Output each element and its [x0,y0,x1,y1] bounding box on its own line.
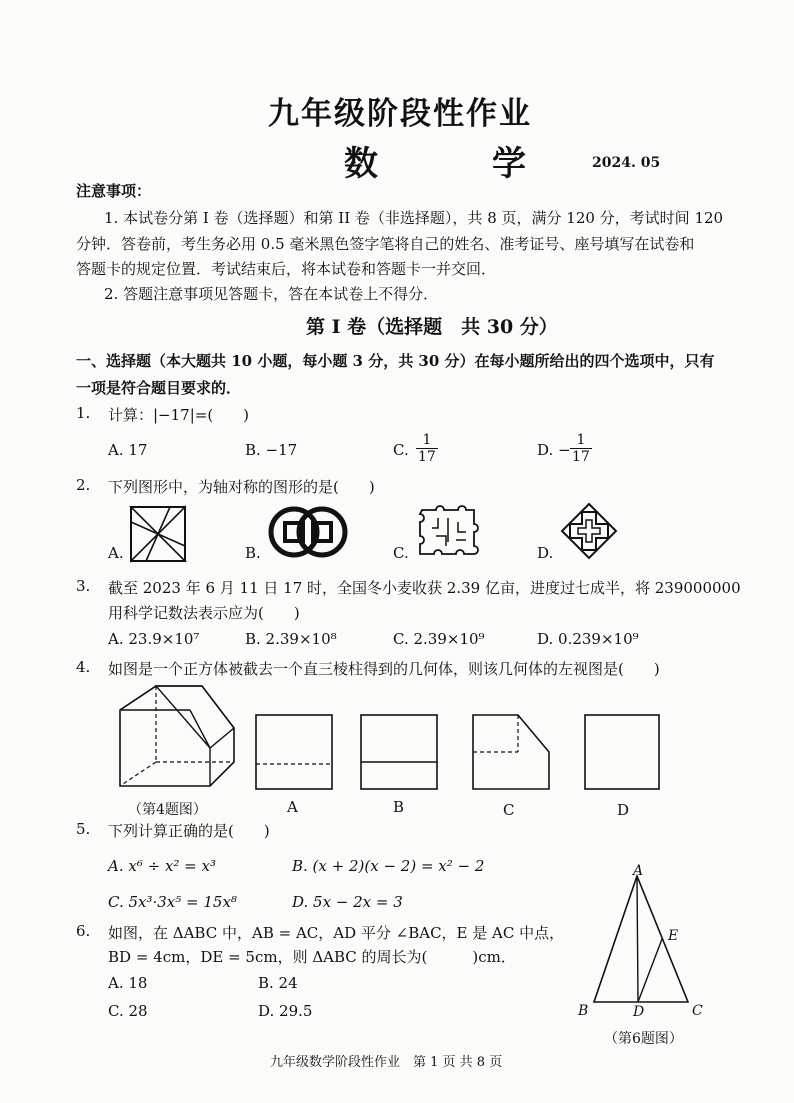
q6-label-e: E [668,928,679,944]
q5-stem: 下列计算正确的是( ) [108,822,270,840]
section-intro-line2: 一项是符合题目要求的． [76,379,242,397]
q3-option-b: B. 2.39×10⁸ [245,630,337,648]
q3-number: 3. [76,577,91,595]
q1-d-numerator: 1 [570,432,592,449]
subject-title: 数 学 [344,144,566,184]
q4-option-a-view [255,714,333,790]
q2-figure-a-pinwheel-square [130,506,186,562]
q3-option-d: D. 0.239×10⁹ [537,630,639,648]
q4-stem: 如图是一个正方体被截去一个直三棱柱得到的几何体，则该几何体的左视图是( ) [108,660,660,678]
q2-option-c: C. [393,544,409,562]
q4-option-b-label: B [393,798,405,816]
exam-date: 2024. 05 [592,155,661,171]
q5-number: 5. [76,820,91,838]
q2-option-a: A. [108,544,124,562]
q1-option-b: B. −17 [245,441,298,459]
q4-option-a-label: A [287,798,298,816]
q1-number: 1. [76,404,91,422]
q4-option-c-label: C [503,801,515,819]
section-intro-line1: 一、选择题（本大题共 10 小题，每小题 3 分，共 30 分）在每小题所给出的四个选项中，只有 [76,352,715,370]
q5-option-b: B. (x + 2)(x − 2) = x² − 2 [292,857,485,875]
q2-option-b: B. [245,544,261,562]
q2-number: 2. [76,476,91,494]
section-title: 第 I 卷（选择题 共 30 分） [306,316,558,338]
q6-line1: 如图，在 ΔABC 中，AB = AC，AD 平分 ∠BAC，E 是 AC 中点， [108,924,565,942]
q6-number: 6. [76,922,91,940]
page-title: 九年级阶段性作业 [268,96,532,132]
q1-c-denominator: 17 [418,449,436,465]
q1-option-c-label: C. [393,441,409,459]
q5-option-c: C. 5x³·3x⁵ = 15x⁸ [108,893,237,911]
q6-label-b: B [578,1003,589,1019]
q4-caption: （第4题图） [128,802,207,818]
q4-option-d-label: D [617,801,630,819]
q2-figure-d-cross-ornament [560,502,618,560]
q2-stem: 下列图形中，为轴对称的图形的是( ) [108,478,375,496]
q3-option-c: C. 2.39×10⁹ [393,630,485,648]
q1-option-d-fraction [570,432,592,465]
notes-item1-line1: 1. 本试卷分第 I 卷（选择题）和第 II 卷（非选择题），共 8 页，满分 120 分，考试时间 120 [104,209,724,227]
notes-heading: 注意事项： [76,182,152,200]
notes-item2: 2. 答题注意事项见答题卡，答在本试卷上不得分． [104,285,439,303]
q4-figure-truncated-cube [118,678,236,790]
q6-label-a: A [633,863,644,879]
q1-option-d-label: D. − [537,441,571,459]
q1-d-denominator: 17 [572,449,590,465]
q4-number: 4. [76,658,91,676]
q6-label-d: D [633,1004,645,1020]
q1-stem: 计算：|−17|=( ) [108,406,250,424]
q3-option-a: A. 23.9×10⁷ [108,630,200,648]
page-footer: 九年级数学阶段性作业 第 1 页 共 8 页 [270,1055,503,1070]
q4-option-c-view [472,714,550,790]
q1-option-c-fraction [416,432,438,465]
q2-option-d: D. [537,544,554,562]
q3-line2: 用科学记数法表示应为( ) [108,604,300,622]
q5-option-d: D. 5x − 2x = 3 [292,893,403,911]
q2-figure-b-double-coin [270,502,346,562]
q6-line2: BD = 4cm，DE = 5cm，则 ΔABC 的周长为( )cm． [108,948,516,966]
q2-figure-c-puzzle [418,504,478,556]
q5-option-a: A. x⁶ ÷ x² = x³ [108,857,216,875]
q3-line1: 截至 2023 年 6 月 11 日 17 时，全国冬小麦收获 2.39 亿亩，进度过七成半，将 239000000 [108,579,741,597]
q6-option-d: D. 29.5 [258,1002,313,1020]
notes-item1-line2: 分钟．答卷前，考生务必用 0.5 毫米黑色签字笔将自己的姓名、准考证号、座号填写在试卷和 [76,235,695,253]
q6-option-c: C. 28 [108,1002,148,1020]
q1-option-a: A. 17 [108,441,148,459]
q4-option-d-view [584,714,660,790]
q6-caption: （第6题图） [604,1031,683,1047]
q1-c-numerator: 1 [416,432,438,449]
q4-option-b-view [360,714,438,790]
notes-item1-line3: 答题卡的规定位置．考试结束后，将本试卷和答题卡一并交回． [76,260,497,278]
q6-option-a: A. 18 [108,974,148,992]
q6-label-c: C [692,1003,703,1019]
q6-option-b: B. 24 [258,974,298,992]
